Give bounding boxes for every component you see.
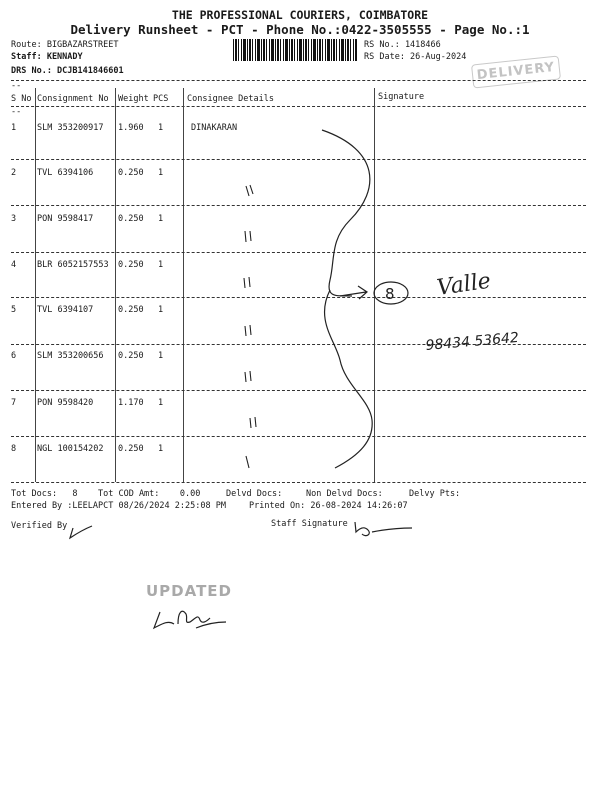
row-1-pcs: 1 bbox=[158, 123, 164, 133]
row-2-sno: 2 bbox=[11, 168, 17, 178]
row-5-sno: 5 bbox=[11, 305, 17, 315]
row-2-pcs: 1 bbox=[158, 168, 164, 178]
row-4-pcs: 1 bbox=[158, 260, 164, 270]
row-5-pcs: 1 bbox=[158, 305, 164, 315]
col-sno: S No bbox=[11, 94, 32, 104]
row-6-consignment: SLM 353200656 bbox=[37, 351, 104, 361]
row-4-consignment: BLR 6052157553 bbox=[37, 260, 109, 270]
ditto-mark bbox=[245, 231, 251, 242]
row-8-consignment: NGL 100154202 bbox=[37, 444, 104, 454]
printed-on: Printed On: 26-08-2024 14:26:07 bbox=[249, 501, 408, 511]
row-1-sno: 1 bbox=[11, 123, 17, 133]
rs-number: RS No.: 1418466 bbox=[364, 40, 441, 50]
row-4-weight: 0.250 bbox=[118, 260, 144, 270]
row-4-sno: 4 bbox=[11, 260, 17, 270]
ditto-mark bbox=[244, 277, 250, 288]
delivery-points: Delvy Pts: bbox=[409, 489, 461, 499]
row-1-consignment: SLM 353200917 bbox=[37, 123, 104, 133]
row-1-weight: 1.960 bbox=[118, 123, 144, 133]
col-weight: Weight bbox=[118, 94, 149, 104]
col-pcs: PCS bbox=[153, 94, 169, 104]
divider-mark: -- bbox=[11, 81, 22, 91]
row-3-sno: 3 bbox=[11, 214, 17, 224]
row-8-weight: 0.250 bbox=[118, 444, 144, 454]
brace-lower-stroke bbox=[325, 290, 373, 468]
row-2-weight: 0.250 bbox=[118, 168, 144, 178]
total-cod-amount: Tot COD Amt: 0.00 bbox=[98, 489, 201, 499]
drs-label: DRS No.: DCJB141846601 bbox=[11, 66, 124, 76]
route-label: Route: BIGBAZARSTREET bbox=[11, 40, 119, 50]
company-title: THE PROFESSIONAL COURIERS, COIMBATORE bbox=[171, 8, 429, 22]
row-7-pcs: 1 bbox=[158, 398, 164, 408]
ditto-mark bbox=[245, 325, 251, 336]
handwritten-count: 8 bbox=[385, 285, 395, 303]
updated-signature bbox=[154, 611, 226, 628]
verified-by-label: Verified By bbox=[11, 521, 68, 531]
arrow-icon bbox=[340, 286, 367, 299]
delivery-stamp: DELIVERY bbox=[471, 55, 561, 88]
brace-upper-stroke bbox=[322, 130, 370, 296]
verifier-signature bbox=[70, 526, 92, 538]
staff-signature-label: Staff Signature bbox=[271, 519, 348, 529]
ditto-mark bbox=[246, 185, 253, 196]
divider-mark: -- bbox=[11, 107, 22, 117]
handwritten-phone: 98434 53642 bbox=[424, 329, 520, 354]
row-7-sno: 7 bbox=[11, 398, 17, 408]
row-2-consignment: TVL 6394106 bbox=[37, 168, 94, 178]
staff-label: Staff: KENNADY bbox=[11, 52, 83, 62]
col-consignee: Consignee Details bbox=[187, 94, 274, 104]
row-7-consignment: PON 9598420 bbox=[37, 398, 94, 408]
ditto-mark bbox=[245, 371, 251, 382]
handwritten-name: Valle bbox=[435, 268, 493, 301]
updated-stamp: UPDATED bbox=[146, 582, 232, 600]
row-8-sno: 8 bbox=[11, 444, 17, 454]
col-consignment: Consignment No bbox=[37, 94, 109, 104]
row-5-weight: 0.250 bbox=[118, 305, 144, 315]
runsheet-subtitle: Delivery Runsheet - PCT - Phone No.:0422-3505555 - Page No.:1 bbox=[70, 22, 530, 37]
row-7-weight: 1.170 bbox=[118, 398, 144, 408]
row-6-pcs: 1 bbox=[158, 351, 164, 361]
row-3-pcs: 1 bbox=[158, 214, 164, 224]
row-3-consignment: PON 9598417 bbox=[37, 214, 94, 224]
row-5-consignment: TVL 6394107 bbox=[37, 305, 94, 315]
entered-by: Entered By :LEELAPCT 08/26/2024 2:25:08 PM bbox=[11, 501, 226, 511]
col-signature: Signature bbox=[378, 92, 425, 102]
row-6-sno: 6 bbox=[11, 351, 17, 361]
total-docs: Tot Docs: 8 bbox=[11, 489, 78, 499]
row-6-weight: 0.250 bbox=[118, 351, 144, 361]
non-delivered-docs: Non Delvd Docs: bbox=[306, 489, 383, 499]
ditto-mark bbox=[246, 456, 249, 468]
ditto-mark bbox=[250, 417, 256, 428]
row-1-consignee: DINAKARAN bbox=[191, 123, 238, 133]
delivered-docs: Delvd Docs: bbox=[226, 489, 283, 499]
row-8-pcs: 1 bbox=[158, 444, 164, 454]
row-3-weight: 0.250 bbox=[118, 214, 144, 224]
staff-signature bbox=[355, 522, 412, 536]
rs-date: RS Date: 26-Aug-2024 bbox=[364, 52, 467, 62]
